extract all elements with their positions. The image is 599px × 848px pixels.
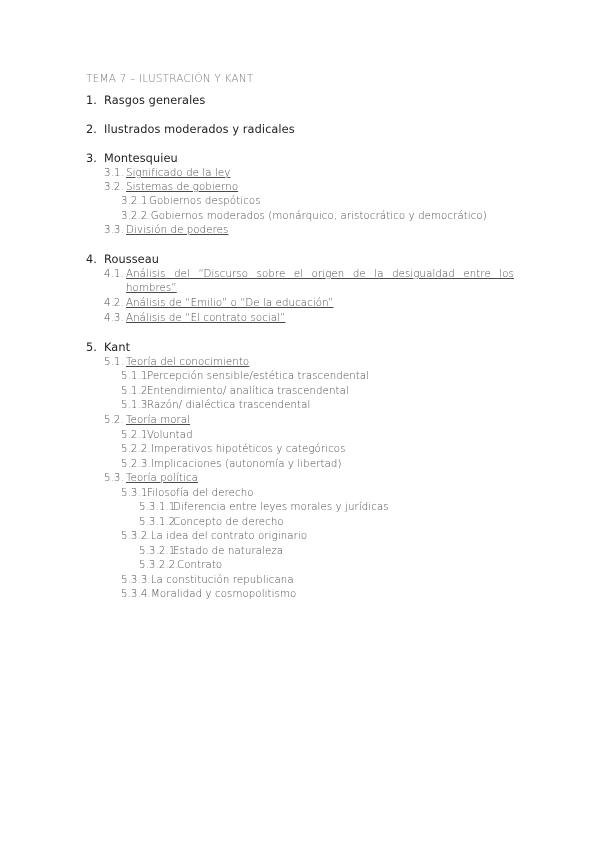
section-3 bbox=[86, 152, 178, 166]
section-label: Ilustrados moderados y radicales bbox=[104, 123, 295, 136]
item-number: 3.3. bbox=[104, 225, 124, 236]
item-number: 5.1.1. bbox=[121, 371, 151, 382]
item-label: La constitución republicana bbox=[150, 575, 294, 586]
item-3-2 bbox=[104, 181, 238, 195]
item-link[interactable]: Análisis de “Emilio” o “De la educación” bbox=[126, 298, 334, 309]
item-number: 4.3. bbox=[104, 313, 124, 324]
item-number: 5.3. bbox=[104, 473, 124, 484]
item-5-2 bbox=[104, 414, 190, 428]
section-number: 4. bbox=[86, 253, 97, 266]
item-link[interactable]: Teoría del conocimiento bbox=[126, 357, 250, 368]
item-5-3-1 bbox=[121, 487, 254, 501]
section-label: Rasgos generales bbox=[104, 94, 206, 107]
section-label: Kant bbox=[104, 341, 131, 354]
item-label: Filosofía del derecho bbox=[147, 488, 254, 499]
item-5-1-1 bbox=[121, 370, 369, 384]
section-2 bbox=[86, 123, 295, 137]
item-number: 5.3.3. bbox=[121, 575, 151, 586]
item-link[interactable]: Teoría moral bbox=[126, 415, 191, 426]
item-number: 3.2.2. bbox=[121, 211, 151, 222]
section-4 bbox=[86, 253, 159, 267]
section-number: 3. bbox=[86, 152, 97, 165]
item-link[interactable]: Análisis de “El contrato social” bbox=[126, 313, 286, 324]
item-4-2 bbox=[104, 297, 333, 311]
item-link-continued[interactable]: hombres” bbox=[126, 283, 177, 294]
item-link[interactable]: Sistemas de gobierno bbox=[126, 182, 239, 193]
item-label: Concepto de derecho bbox=[173, 517, 284, 528]
item-5-1-2 bbox=[121, 385, 349, 399]
item-5-3-3 bbox=[121, 574, 294, 588]
item-link[interactable]: Análisis del “Discurso sobre el origen de la desigualdad entre los bbox=[126, 269, 514, 280]
item-3-1 bbox=[104, 167, 230, 181]
item-label: Gobiernos moderados (monárquico, aristocrático y democrático) bbox=[150, 211, 487, 222]
item-number: 4.1. bbox=[104, 269, 124, 280]
item-5-3-1-1 bbox=[139, 501, 389, 515]
section-number: 2. bbox=[86, 123, 97, 136]
item-label: Voluntad bbox=[147, 430, 193, 441]
document-title: TEMA 7 – ILUSTRACIÓN Y KANT bbox=[86, 73, 254, 85]
section-number: 1. bbox=[86, 94, 97, 107]
item-number: 5.2.2. bbox=[121, 444, 151, 455]
item-label: Diferencia entre leyes morales y jurídicas bbox=[173, 502, 389, 513]
item-5-3 bbox=[104, 472, 198, 486]
item-label: Contrato bbox=[177, 560, 223, 571]
item-link[interactable]: División de poderes bbox=[126, 225, 229, 236]
item-3-3 bbox=[104, 224, 228, 238]
item-label: Moralidad y cosmopolitismo bbox=[151, 589, 297, 600]
item-link[interactable]: Significado de la ley bbox=[126, 168, 231, 179]
section-5 bbox=[86, 341, 130, 355]
section-number: 5. bbox=[86, 341, 97, 354]
item-label: Razón/ dialéctica trascendental bbox=[147, 400, 311, 411]
item-number: 5.2.3. bbox=[121, 459, 151, 470]
item-label: Estado de naturaleza bbox=[173, 546, 284, 557]
item-number: 5.2.1. bbox=[121, 430, 151, 441]
item-number: 5.1.3. bbox=[121, 400, 151, 411]
item-5-3-2 bbox=[121, 530, 307, 544]
item-number: 5.3.2.1. bbox=[139, 546, 179, 557]
item-label: Gobiernos despóticos bbox=[149, 196, 261, 207]
item-4-3 bbox=[104, 312, 285, 326]
item-number: 3.2. bbox=[104, 182, 124, 193]
section-label: Montesquieu bbox=[104, 152, 178, 165]
item-4-1-continued bbox=[126, 282, 177, 296]
item-5-3-2-2 bbox=[139, 559, 222, 573]
item-link[interactable]: Teoría política bbox=[126, 473, 199, 484]
item-5-2-2 bbox=[121, 443, 346, 457]
item-5-2-1 bbox=[121, 429, 193, 443]
item-5-3-4 bbox=[121, 588, 296, 602]
item-label: Percepción sensible/estética trascendental bbox=[147, 371, 370, 382]
item-number: 4.2. bbox=[104, 298, 124, 309]
item-4-1 bbox=[104, 268, 514, 282]
item-label: Entendimiento/ analítica trascendental bbox=[147, 386, 349, 397]
section-label: Rousseau bbox=[104, 253, 160, 266]
item-number: 5.1. bbox=[104, 357, 124, 368]
section-1 bbox=[86, 94, 205, 108]
item-label: Imperativos hipotéticos y categóricos bbox=[150, 444, 346, 455]
item-5-1-3 bbox=[121, 399, 310, 413]
item-number: 5.3.2. bbox=[121, 531, 151, 542]
item-number: 5.3.1.2. bbox=[139, 517, 179, 528]
item-number: 5.3.1. bbox=[121, 488, 151, 499]
item-5-3-1-2 bbox=[139, 516, 284, 530]
item-number: 5.3.2.2. bbox=[139, 560, 179, 571]
item-5-2-3 bbox=[121, 458, 342, 472]
item-label: Implicaciones (autonomía y libertad) bbox=[150, 459, 342, 470]
item-3-2-2 bbox=[121, 210, 487, 224]
item-number: 3.1. bbox=[104, 168, 124, 179]
item-5-3-2-1 bbox=[139, 545, 283, 559]
item-label: La idea del contrato originario bbox=[150, 531, 308, 542]
item-3-2-1 bbox=[121, 195, 261, 209]
item-number: 5.3.1.1. bbox=[139, 502, 179, 513]
item-number: 5.1.2. bbox=[121, 386, 151, 397]
item-number: 5.3.4. bbox=[121, 589, 151, 600]
item-number: 3.2.1. bbox=[121, 196, 151, 207]
item-5-1 bbox=[104, 356, 249, 370]
item-number: 5.2. bbox=[104, 415, 124, 426]
